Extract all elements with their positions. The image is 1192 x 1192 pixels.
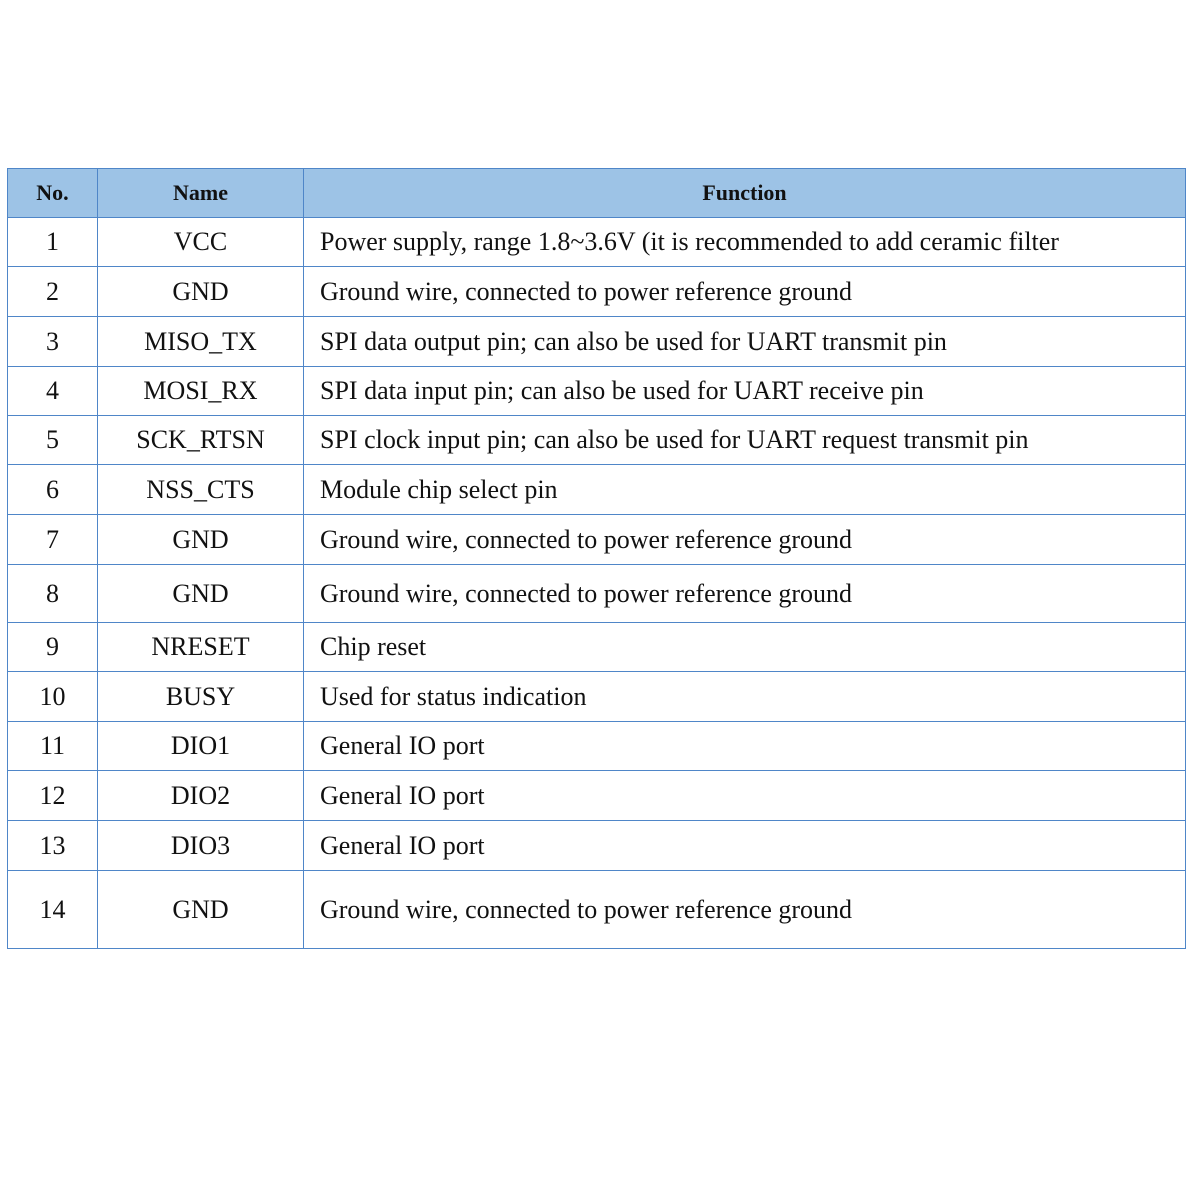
cell-name: DIO2: [98, 771, 304, 821]
cell-name: NRESET: [98, 623, 304, 672]
table-row: [8, 416, 1186, 465]
header-function: Function: [304, 169, 1186, 218]
table-row: [8, 771, 1186, 821]
header-no: No.: [8, 169, 98, 218]
cell-no: 11: [8, 722, 98, 771]
cell-function: Module chip select pin: [304, 465, 1186, 515]
cell-name: GND: [98, 267, 304, 317]
cell-function: Ground wire, connected to power reference ground: [304, 515, 1186, 565]
table-row: [8, 821, 1186, 871]
cell-no: 12: [8, 771, 98, 821]
cell-function: Power supply, range 1.8~3.6V (it is recommended to add ceramic filter: [304, 218, 1186, 267]
table-row: [8, 722, 1186, 771]
cell-no: 4: [8, 367, 98, 416]
cell-no: 10: [8, 672, 98, 722]
table-row: [8, 267, 1186, 317]
cell-name: GND: [98, 871, 304, 949]
cell-name: MOSI_RX: [98, 367, 304, 416]
cell-function: General IO port: [304, 771, 1186, 821]
cell-function: Ground wire, connected to power reference ground: [304, 565, 1186, 623]
cell-function: Used for status indication: [304, 672, 1186, 722]
cell-name: SCK_RTSN: [98, 416, 304, 465]
cell-no: 2: [8, 267, 98, 317]
cell-name: MISO_TX: [98, 317, 304, 367]
table-row: [8, 515, 1186, 565]
cell-function: SPI clock input pin; can also be used for UART request transmit pin: [304, 416, 1186, 465]
cell-name: VCC: [98, 218, 304, 267]
table-row: [8, 672, 1186, 722]
cell-name: GND: [98, 565, 304, 623]
cell-name: GND: [98, 515, 304, 565]
cell-name: DIO3: [98, 821, 304, 871]
table-body: [8, 218, 1186, 949]
cell-function: Chip reset: [304, 623, 1186, 672]
table-row: [8, 218, 1186, 267]
cell-function: General IO port: [304, 821, 1186, 871]
cell-no: 6: [8, 465, 98, 515]
cell-no: 9: [8, 623, 98, 672]
cell-function: Ground wire, connected to power reference ground: [304, 267, 1186, 317]
pin-definition-table: [7, 168, 1186, 949]
cell-function: SPI data output pin; can also be used for UART transmit pin: [304, 317, 1186, 367]
cell-name: NSS_CTS: [98, 465, 304, 515]
table-row: [8, 317, 1186, 367]
table-row: [8, 367, 1186, 416]
table-row: [8, 871, 1186, 949]
cell-function: SPI data input pin; can also be used for UART receive pin: [304, 367, 1186, 416]
cell-no: 5: [8, 416, 98, 465]
cell-no: 7: [8, 515, 98, 565]
table-row: [8, 465, 1186, 515]
cell-function: Ground wire, connected to power reference ground: [304, 871, 1186, 949]
table-row: [8, 623, 1186, 672]
cell-no: 14: [8, 871, 98, 949]
cell-name: BUSY: [98, 672, 304, 722]
cell-name: DIO1: [98, 722, 304, 771]
table-row: [8, 565, 1186, 623]
table-header: [8, 169, 1186, 218]
cell-function: General IO port: [304, 722, 1186, 771]
cell-no: 13: [8, 821, 98, 871]
header-row: [8, 169, 1186, 218]
cell-no: 3: [8, 317, 98, 367]
header-name: Name: [98, 169, 304, 218]
cell-no: 8: [8, 565, 98, 623]
cell-no: 1: [8, 218, 98, 267]
